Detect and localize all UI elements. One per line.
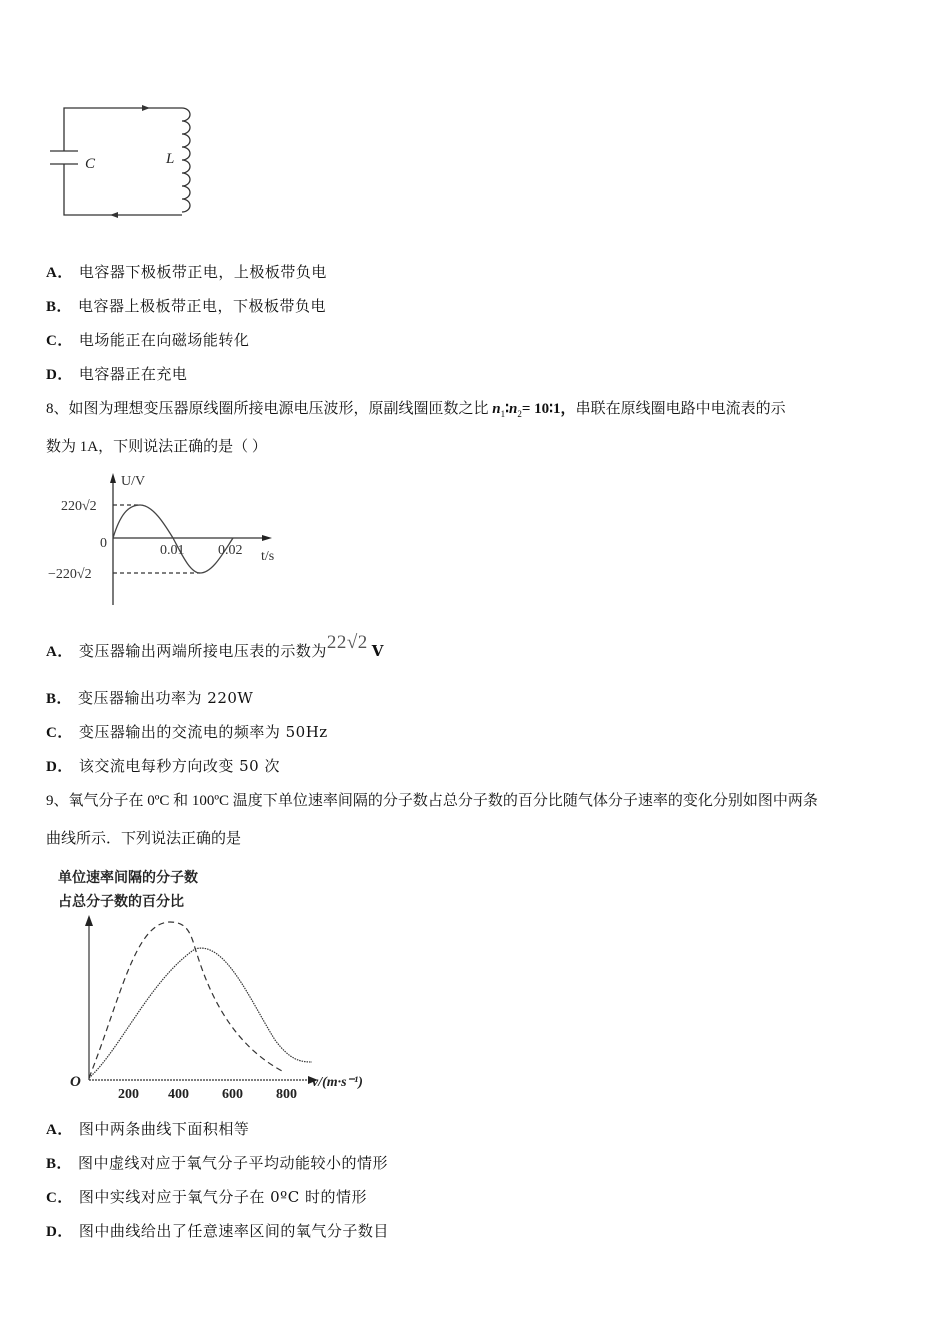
current-arrow-right-icon [142,105,150,111]
q8-option-d[interactable] [46,755,280,776]
y-label-line2: 占总分子数的百分比 [58,895,184,910]
y-max-label: 220√2 [61,499,97,514]
option-text: 电容器下极板带正电，上极板带负电 [78,263,327,281]
origin-label: O [70,1074,81,1090]
x-axis-label: t/s [261,549,275,564]
x-tick-400: 400 [168,1087,189,1100]
x-tick-200: 200 [118,1087,139,1100]
x-tick-0-01: 0.01 [160,543,185,558]
option-letter: C． [46,725,73,741]
stem-text: 8、如图为理想变压器原线圈所接电源电压波形，原副线圈匝数之比 [46,401,493,417]
option-letter: A． [46,1122,73,1138]
q7-option-c[interactable] [46,329,249,350]
q9-stem-line1: 9、氧气分子在 0ºC 和 100ºC 温度下单位速率间隔的分子数占总分子数的百分比随气体分子速率的变化分别如图中两条 [46,793,818,809]
option-letter: C． [46,1190,73,1206]
option-text: 变压器输出的交流电的频率为 50Hz [78,723,328,741]
origin-label: 0 [100,536,107,551]
q9-option-b[interactable] [46,1152,388,1173]
q9-option-a[interactable] [46,1118,249,1139]
option-text: 该交流电每秒方向改变 50 次 [78,757,280,775]
q8-option-a[interactable] [46,632,384,662]
y-axis-label: U/V [121,474,146,489]
x-tick-0-02: 0.02 [218,543,243,558]
option-text: 图中实线对应于氧气分子在 0ºC 时的情形 [78,1188,367,1206]
q7-option-b[interactable] [46,295,326,316]
x-axis-label: v/(m·s⁻¹) [312,1075,363,1090]
inductor-label: L [166,151,175,167]
maxwell-distribution-figure [50,860,390,1100]
option-text: 变压器输出两端所接电压表的示数为 [78,642,327,660]
option-text: 电容器上极板带正电，下极板带负电 [78,297,327,315]
option-letter: B． [46,691,73,707]
n1-symbol: n [492,401,501,417]
option-letter: D． [46,759,73,775]
ratio-value: = 10∶1， [521,401,576,417]
option-letter: D． [46,367,73,383]
option-text: 图中两条曲线下面积相等 [78,1120,250,1138]
option-text: 变压器输出功率为 220W [78,689,254,707]
n1-subscript: 1 [500,409,506,419]
math-22sqrt2: 22√2 [326,632,368,653]
unit-v: V [371,642,384,660]
option-letter: B． [46,299,73,315]
stem-text: 串联在原线圈电路中电流表的示 [575,401,786,417]
q8-stem-line2: 数为 1A，下则说法正确的是（ ） [46,439,267,455]
option-text: 图中曲线给出了任意速率区间的氧气分子数目 [78,1222,389,1240]
q9-option-d[interactable] [46,1220,389,1241]
option-text: 图中虚线对应于氧气分子平均动能较小的情形 [78,1154,389,1172]
y-axis-arrow-icon [110,473,116,483]
y-label-line1: 单位速率间隔的分子数 [58,871,198,886]
q7-option-a[interactable] [46,261,327,282]
option-text: 电场能正在向磁场能转化 [78,331,250,349]
option-letter: A． [46,265,73,281]
ratio-colon: ∶ [505,401,510,417]
q9-stem-line2: 曲线所示．下列说法正确的是 [46,831,242,847]
x-tick-600: 600 [222,1087,243,1100]
y-axis-arrow-icon [85,915,93,926]
q9-option-c[interactable] [46,1186,367,1207]
option-letter: A． [46,644,73,660]
lc-circuit-figure [40,100,210,225]
n2-subscript: 2 [517,409,522,419]
q8-option-c[interactable] [46,721,328,742]
x-axis-arrow-icon [262,535,272,541]
option-letter: B． [46,1156,73,1172]
n2-symbol: n [509,401,518,417]
capacitor-label: C [85,156,96,172]
x-tick-800: 800 [276,1087,297,1100]
q8-option-b[interactable] [46,687,253,708]
option-letter: D． [46,1224,73,1240]
q8-stem-line1 [46,397,786,419]
option-text: 电容器正在充电 [78,365,188,383]
option-letter: C． [46,333,73,349]
q7-option-d[interactable] [46,363,187,384]
voltage-waveform-figure [40,465,290,610]
y-min-label: −220√2 [48,567,92,582]
current-arrow-left-icon [110,212,118,218]
